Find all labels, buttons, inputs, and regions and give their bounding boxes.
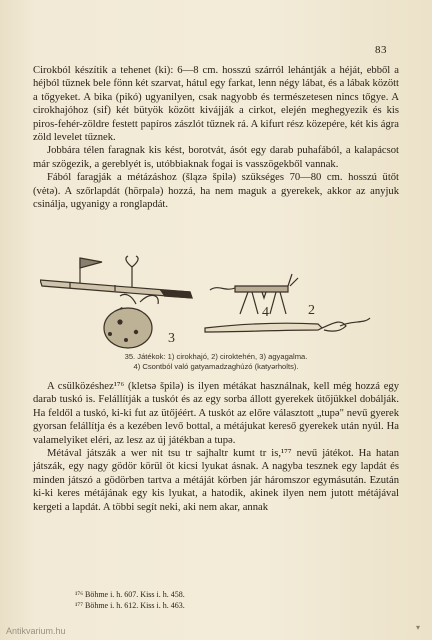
figure-label-2: 2 [308, 303, 315, 318]
caption-line-1: 35. Játékok: 1) cirokhajó, 2) ciroktehén, 3) agyagalma. [124, 352, 308, 361]
bone-threader-drawing [205, 318, 370, 332]
paragraph: Cirokból készítik a tehenet (ki): 6—8 cm. hosszú szárról lehántják a héját, ebből a héjból tűznek bele fönn két szarvat, hátul egy farkat, lenn négy lábat, és a lábak között a tőgyeket. A bika (pikó) ugyanilyen, csak nagyobb és természetesen nincs tőgye. A cirokhajóhoz (sif) két bütyök között kivájják a cirkot, elején meghegyezik és kis piros-fehér-zöldre festett papíros zászlót tűznek rá. A kifurt rész közepére, két kis ágra zöld levelet tűznek. [33, 65, 399, 144]
footnotes [75, 589, 375, 611]
corner-mark: ▾ [415, 623, 420, 632]
paragraph: A csülközéshez¹⁷⁶ (kletsə špilə) is ilyen métákat használnak, kell még hozzá egy darab tuskó is. Felállítják a tuskót és az egy sorba állott gyerekek ütőjükkel dobálják. Ha feldől a tuskó, ki-ki fut az ütőjéért. A tuskót az előre választott „tupə" nevű gyerek gyorsan felállítja és a kezében levő bottal, a métájukat kereső gyerekek után nyúl. Ha valamelyiket eléri, az lesz az új játékban a tupə. [33, 381, 399, 446]
watermark: Antikvarium.hu [6, 626, 66, 636]
paragraph: Métával játszák a wer nit tsu tr sajhaltr kumt tr is,¹⁷⁷ nevű játékot. Ha hatan játszák, egy nagy gödör körül öt kicsi lyukat ásnak. A nagyba tesznek egy lapdát és minden játszó a gödörben tartva a métáját körben jár háromszor egymásután. Ezután ki-ki keres métájának egy kis lyukat, a hatodik, akinek ilyen nem jutott métájával kergeti a lapdát. A többi segít neki, aki nem akar, annak [33, 448, 399, 513]
toys-illustration [40, 252, 390, 352]
sorghum-boat-drawing [40, 256, 192, 298]
paragraph: Jobbára télen faragnak kis kést, borotvát, ásót egy darab puhafából, a kalapácsot már szögezik, a gereblyét is, utóbbiaknak fogai is vasszögekből vannak. [33, 145, 399, 170]
lower-body-text [33, 380, 399, 514]
footnote: ¹⁷⁷ Böhme i. h. 612. Kiss i. h. 463. [75, 601, 185, 610]
page-number: 83 [375, 44, 387, 56]
upper-body-text [33, 64, 399, 211]
caption-line-2: 4) Csontból való gatyamadzaghúzó (katyərholts). [133, 361, 299, 371]
paragraph: Fából faragják a métázáshoz (šlązə špilə) szükséges 70—80 cm. hosszú ütőt (vėtə). A szőrlapdát (hörpalə) hozzá, ha nem maguk a gyerekek, akkor az anyjuk csinálja, ugyanigy a ronglapdát. [33, 172, 399, 211]
clay-apple-drawing [104, 294, 158, 348]
figure-caption [96, 352, 336, 371]
footnote: ¹⁷⁶ Böhme i. h. 607. Kiss i. h. 458. [75, 590, 185, 599]
figure-label-4: 4 [262, 305, 269, 320]
sorghum-cow-drawing [210, 274, 298, 314]
toys-drawing [40, 252, 390, 352]
figure-label-3: 3 [168, 331, 175, 346]
